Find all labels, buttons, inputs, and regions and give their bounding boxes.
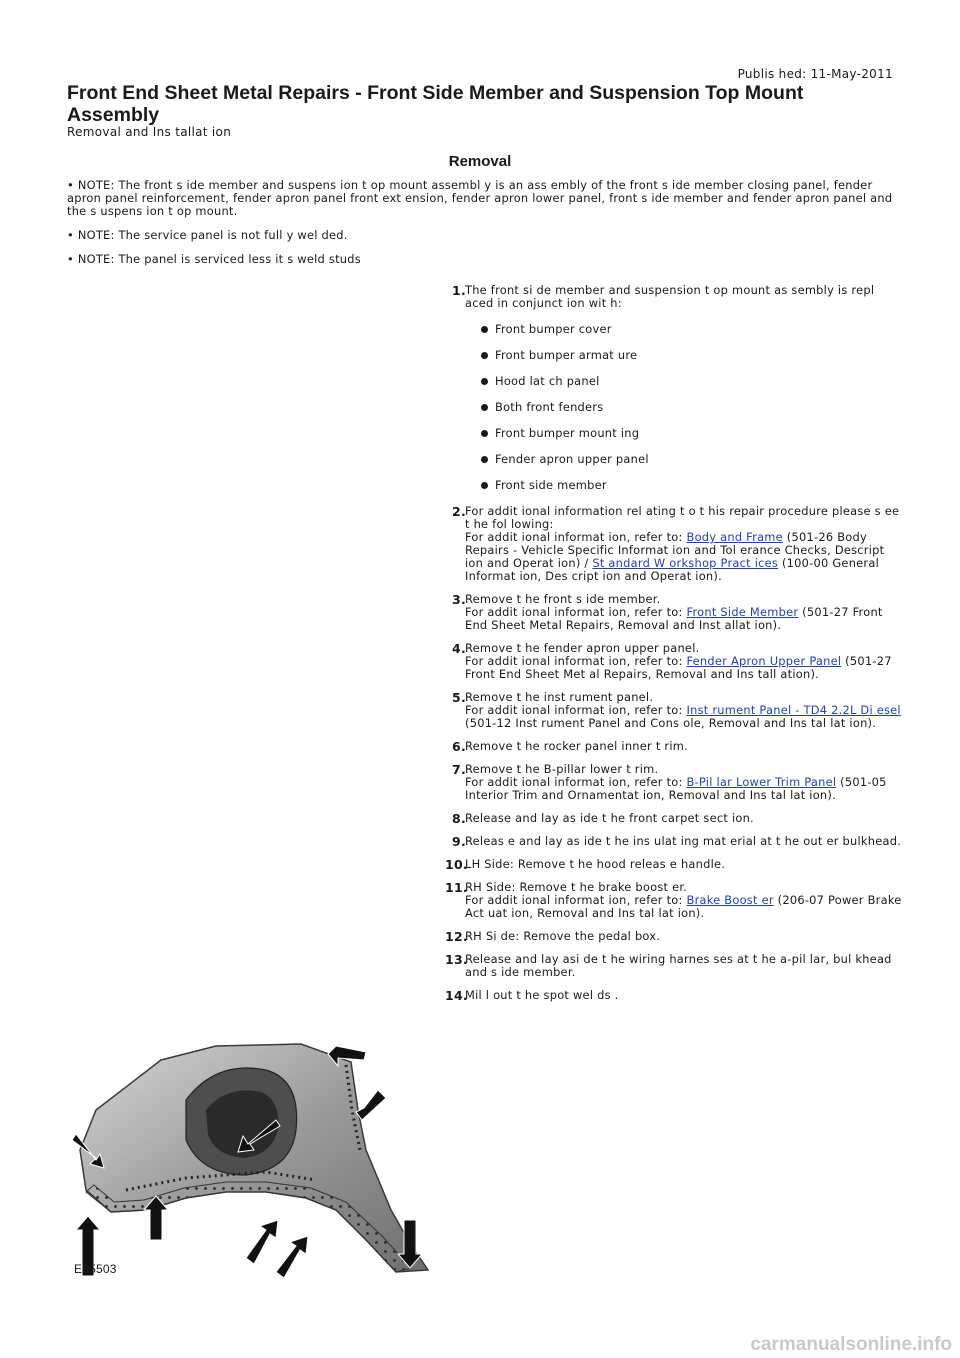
- page-subtitle: Removal and Ins tallat ion: [67, 125, 232, 139]
- step-number: 4.: [452, 641, 466, 656]
- step-number: 8.: [452, 811, 466, 826]
- step-number: 7.: [452, 762, 466, 777]
- ref-prefix: For addit ional informat ion, refer to:: [465, 893, 687, 907]
- link-b-pillar-lower-trim-panel[interactable]: B-Pil lar Lower Trim Panel: [686, 775, 837, 789]
- arrow-icon: [356, 1090, 386, 1120]
- link-instrument-panel[interactable]: Inst rument Panel - TD4 2.2L Di esel: [686, 703, 901, 717]
- step-text: Mil l out t he spot wel ds .: [465, 988, 619, 1002]
- list-item: Fender apron upper panel: [465, 453, 902, 466]
- step-number: 10.: [445, 857, 468, 872]
- step-text: For addit ional information rel ating t o t his repair procedure please s ee t he fol lowing:: [465, 504, 900, 531]
- step-5: [452, 691, 902, 730]
- step-14: [445, 988, 902, 1003]
- step-text: Remove t he inst rument panel.: [465, 690, 654, 704]
- step-3: [452, 593, 902, 632]
- step-text: RH Side: Remove t he brake boost er.: [465, 880, 688, 894]
- side-member-illustration: [66, 1040, 438, 1280]
- link-standard-workshop-practices[interactable]: St andard W orkshop Pract ices: [592, 556, 779, 570]
- step-number: 1.: [452, 283, 466, 298]
- ref-text: (501-26 Body Repairs - Vehicle Specific Informat ion and Tol erance Checks, Descript ion and Operat ion) /: [465, 530, 885, 570]
- step-10: [445, 857, 902, 872]
- ref-suffix: (501-27 Front End Sheet Met al Repairs, Removal and Ins tall ation).: [465, 654, 892, 681]
- step-text: Remove t he rocker panel inner t rim.: [465, 739, 688, 753]
- link-brake-booster[interactable]: Brake Boost er: [686, 893, 774, 907]
- watermark: carmanualsonline.info: [750, 1334, 952, 1355]
- link-body-and-frame[interactable]: Body and Frame: [686, 530, 783, 544]
- step-13: [445, 952, 902, 979]
- step-number: 11.: [445, 880, 468, 895]
- illustration-side-member: [66, 1040, 438, 1280]
- list-item: Both front fenders: [465, 401, 902, 414]
- note-weld-studs: • NOTE: The panel is serviced less it s weld studs: [67, 252, 361, 266]
- ref-suffix: (501-05 Interior Trim and Ornamentat ion, Removal and Ins tal lat ion).: [465, 775, 887, 802]
- step-12: [445, 929, 902, 944]
- step-number: 14.: [445, 988, 468, 1003]
- published-date: Publis hed: 11-May-2011: [737, 67, 893, 81]
- list-item: Front bumper cover: [465, 323, 902, 336]
- list-item: Front side member: [465, 479, 902, 492]
- step-number: 2.: [452, 504, 466, 519]
- step-number: 13.: [445, 952, 468, 967]
- step-text: RH Si de: Remove the pedal box.: [465, 929, 661, 943]
- ref-suffix: (501-12 Inst rument Panel and Cons ole, Removal and Ins tal lat ion).: [465, 716, 877, 730]
- list-item: Front bumper mount ing: [465, 427, 902, 440]
- step-text: LH Side: Remove t he hood releas e handle.: [465, 857, 726, 871]
- replaced-parts-list: [465, 323, 902, 492]
- step-6: [452, 740, 902, 753]
- step-text: Release and lay asi de t he wiring harnes ses at t he a-pil lar, bul khead and s ide member.: [465, 952, 892, 979]
- link-front-side-member[interactable]: Front Side Member: [686, 605, 799, 619]
- step-text: Remove t he B-pillar lower t rim.: [465, 762, 659, 776]
- step-text: Remove t he fender apron upper panel.: [465, 641, 700, 655]
- list-item: Hood lat ch panel: [465, 375, 902, 388]
- step-7: [452, 763, 902, 802]
- step-text: Remove t he front s ide member.: [465, 592, 661, 606]
- step-2: [452, 505, 902, 583]
- ref-suffix: (100-00 General Informat ion, Des cript ion and Operat ion).: [465, 556, 879, 583]
- step-text: Releas e and lay as ide t he ins ulat ing mat erial at t he out er bulkhead.: [465, 834, 902, 848]
- ref-prefix: For addit ional informat ion, refer to:: [465, 654, 687, 668]
- arrow-icon: [276, 1236, 308, 1278]
- step-number: 12.: [445, 929, 468, 944]
- section-heading-removal: Removal: [448, 153, 512, 170]
- ref-prefix: For addit ional informat ion, refer to:: [465, 775, 687, 789]
- step-number: 3.: [452, 592, 466, 607]
- notes-block: [67, 179, 897, 277]
- ref-prefix: For addit ional informat ion, refer to:: [465, 703, 687, 717]
- ref-prefix: For addit ional informat ion, refer to:: [465, 530, 687, 544]
- step-text: The front si de member and suspension t op mount as sembly is repl aced in conjunct ion wit h:: [465, 283, 875, 310]
- step-number: 5.: [452, 690, 466, 705]
- step-text: Release and lay as ide t he front carpet sect ion.: [465, 811, 754, 825]
- arrow-icon: [246, 1220, 278, 1264]
- ref-prefix: For addit ional informat ion, refer to:: [465, 605, 687, 619]
- step-number: 9.: [452, 834, 466, 849]
- steps-list: [445, 283, 902, 1012]
- list-item: Front bumper armat ure: [465, 349, 902, 362]
- figure-label: E85503: [74, 1262, 117, 1276]
- step-11: [445, 880, 902, 920]
- step-4: [452, 642, 902, 681]
- step-8: [452, 812, 902, 825]
- ref-suffix: (501-27 Front End Sheet Metal Repairs, Removal and Inst allat ion).: [465, 605, 883, 632]
- step-9: [452, 835, 902, 848]
- step-number: 6.: [452, 739, 466, 754]
- link-fender-apron-upper-panel[interactable]: Fender Apron Upper Panel: [686, 654, 842, 668]
- step-1: [452, 284, 902, 492]
- note-assembly: • NOTE: The front s ide member and suspens ion t op mount assembl y is an ass embly of the front s ide member closing panel, fender apron panel reinforcement, fender apron panel front ext ension, fender apron lower panel, front s ide member and fender apron panel and the s uspens ion t op mount.: [67, 178, 893, 218]
- page-title: Front End Sheet Metal Repairs - Front Side Member and Suspension Top Mount Assembly: [67, 82, 804, 126]
- ref-suffix: (206-07 Power Brake Act uat ion, Removal and Ins tal lat ion).: [465, 893, 902, 920]
- note-not-welded: • NOTE: The service panel is not full y wel ded.: [67, 228, 348, 242]
